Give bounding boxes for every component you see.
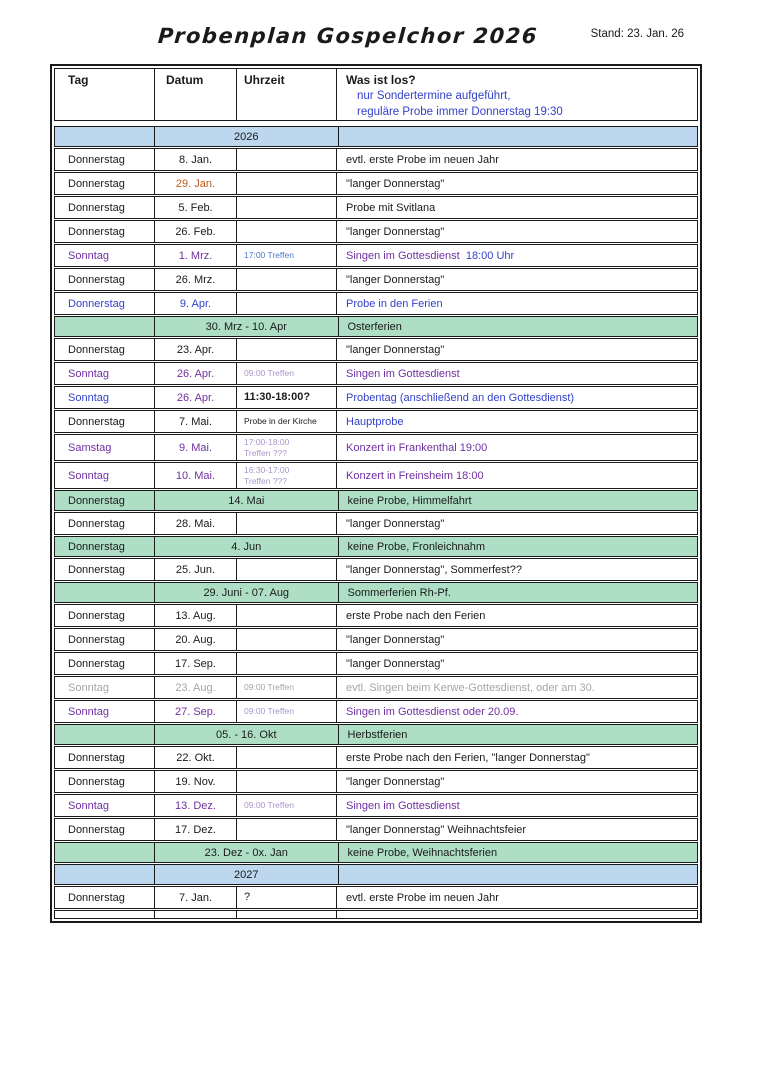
- banner-label-cell: Osterferien: [347, 320, 402, 333]
- event-cell: Singen im Gottesdienst: [346, 799, 460, 812]
- date-cell: 19. Nov.: [155, 771, 237, 792]
- date-cell: 9. Mai.: [155, 435, 237, 460]
- schedule-row: [54, 604, 698, 627]
- schedule-row: [54, 292, 698, 315]
- day-cell: Donnerstag: [55, 771, 155, 792]
- page-title: Probenplan Gospelchor 2026: [157, 24, 539, 48]
- day-cell: Donnerstag: [55, 197, 155, 218]
- time-cell: [237, 605, 337, 626]
- day-cell: Samstag: [55, 435, 155, 460]
- day-cell: Donnerstag: [55, 819, 155, 840]
- time-cell: [237, 559, 337, 580]
- date-cell: 13. Dez.: [155, 795, 237, 816]
- header-was-label: Was ist los?: [346, 73, 416, 87]
- time-cell: 09:00 Treffen: [237, 701, 337, 722]
- schedule-row: [54, 628, 698, 651]
- day-cell: Donnerstag: [55, 513, 155, 534]
- date-cell: 10. Mai.: [155, 463, 237, 488]
- date-cell: 9. Apr.: [155, 293, 237, 314]
- holiday-banner-row: [54, 842, 698, 863]
- date-cell: 26. Apr.: [155, 363, 237, 384]
- event-cell: "langer Donnerstag", Sommerfest??: [346, 563, 522, 576]
- date-cell: 13. Aug.: [155, 605, 237, 626]
- time-cell: [237, 819, 337, 840]
- day-cell: Donnerstag: [55, 653, 155, 674]
- event-cell: evtl. erste Probe im neuen Jahr: [346, 891, 499, 904]
- holiday-banner-row: [54, 490, 698, 511]
- event-cell: [337, 911, 697, 918]
- date-cell: 17. Sep.: [155, 653, 237, 674]
- time-cell: [237, 269, 337, 290]
- date-cell: 26. Mrz.: [155, 269, 237, 290]
- day-cell: Donnerstag: [55, 559, 155, 580]
- date-cell: 26. Apr.: [155, 387, 237, 408]
- schedule-row: [54, 700, 698, 723]
- time-cell: [237, 339, 337, 360]
- banner-label-cell: keine Probe, Fronleichnahm: [347, 540, 486, 553]
- day-cell: Donnerstag: [55, 629, 155, 650]
- banner-day-cell: Donnerstag: [55, 491, 155, 510]
- event-cell: Singen im Gottesdienst oder 20.09.: [346, 705, 519, 718]
- schedule-row: [54, 148, 698, 171]
- empty-row: [54, 910, 698, 919]
- date-cell: 1. Mrz.: [155, 245, 237, 266]
- banner-range-cell: 2026: [155, 127, 339, 146]
- time-cell: [237, 173, 337, 194]
- year-banner-row: [54, 864, 698, 885]
- schedule-row: [54, 462, 698, 489]
- day-cell: Sonntag: [55, 677, 155, 698]
- time-cell: [237, 629, 337, 650]
- header-uhrzeit: Uhrzeit: [237, 69, 337, 120]
- banner-label-cell: [339, 127, 698, 146]
- day-cell: Donnerstag: [55, 293, 155, 314]
- day-cell: Donnerstag: [55, 269, 155, 290]
- schedule-row: [54, 196, 698, 219]
- time-cell: 16:30-17:00 Treffen ???: [237, 463, 337, 488]
- day-cell: Sonntag: [55, 245, 155, 266]
- day-cell: Donnerstag: [55, 173, 155, 194]
- header-datum: Datum: [155, 69, 237, 120]
- banner-label-cell: keine Probe, Weihnachtsferien: [347, 846, 498, 859]
- banner-day-cell: [55, 127, 155, 146]
- event-cell: Probe in den Ferien: [346, 297, 443, 310]
- holiday-banner-row: [54, 536, 698, 557]
- schedule-row: [54, 172, 698, 195]
- date-cell: 27. Sep.: [155, 701, 237, 722]
- day-cell: Sonntag: [55, 463, 155, 488]
- time-cell: 11:30-18:00?: [237, 387, 337, 408]
- time-cell: 09:00 Treffen: [237, 677, 337, 698]
- day-cell: Donnerstag: [55, 887, 155, 908]
- time-cell: [237, 911, 337, 918]
- event-cell: Probentag (anschließend an den Gottesdienst): [346, 391, 575, 404]
- banner-label-cell: keine Probe, Himmelfahrt: [347, 494, 472, 507]
- date-cell: 5. Feb.: [155, 197, 237, 218]
- day-cell: Sonntag: [55, 701, 155, 722]
- event-cell: "langer Donnerstag": [346, 177, 445, 190]
- banner-day-cell: [55, 583, 155, 602]
- time-cell: [237, 293, 337, 314]
- time-cell: [237, 513, 337, 534]
- date-cell: [155, 911, 237, 918]
- event-cell: "langer Donnerstag": [346, 517, 445, 530]
- schedule-row: [54, 794, 698, 817]
- holiday-banner-row: [54, 582, 698, 603]
- event-cell: evtl. Singen beim Kerwe-Gottesdienst, oder am 30.: [346, 681, 595, 694]
- schedule-row: [54, 220, 698, 243]
- banner-day-cell: [55, 725, 155, 744]
- schedule-row: [54, 244, 698, 267]
- event-cell: "langer Donnerstag": [346, 775, 445, 788]
- event-cell: "langer Donnerstag": [346, 657, 445, 670]
- time-cell: 17:00-18:00 Treffen ???: [237, 435, 337, 460]
- date-cell: 23. Apr.: [155, 339, 237, 360]
- date-cell: 25. Jun.: [155, 559, 237, 580]
- day-cell: Donnerstag: [55, 221, 155, 242]
- event-cell: erste Probe nach den Ferien: [346, 609, 486, 622]
- day-cell: Donnerstag: [55, 411, 155, 432]
- holiday-banner-row: [54, 316, 698, 337]
- banner-day-cell: [55, 865, 155, 884]
- schedule-row: [54, 434, 698, 461]
- year-banner-row: [54, 126, 698, 147]
- header-was: [337, 69, 697, 120]
- time-cell: [237, 747, 337, 768]
- banner-range-cell: 30. Mrz - 10. Apr: [155, 317, 339, 336]
- schedule-row: [54, 268, 698, 291]
- event-cell: Hauptprobe: [346, 415, 404, 428]
- date-cell: 8. Jan.: [155, 149, 237, 170]
- event-cell: "langer Donnerstag": [346, 633, 445, 646]
- date-cell: 23. Aug.: [155, 677, 237, 698]
- schedule-row: [54, 362, 698, 385]
- time-cell: [237, 197, 337, 218]
- schedule-table: [50, 64, 702, 923]
- time-cell: ?: [237, 887, 337, 908]
- time-cell: [237, 653, 337, 674]
- event-cell: "langer Donnerstag": [346, 343, 445, 356]
- date-cell: 7. Mai.: [155, 411, 237, 432]
- banner-range-cell: 4. Jun: [155, 537, 339, 556]
- schedule-rows: [54, 126, 698, 919]
- table-header-row: [54, 68, 698, 121]
- event-cell: Konzert in Frankenthal 19:00: [346, 441, 488, 454]
- banner-label-cell: [339, 865, 698, 884]
- event-cell: Konzert in Freinsheim 18:00: [346, 469, 484, 482]
- schedule-row: [54, 386, 698, 409]
- date-cell: 29. Jan.: [155, 173, 237, 194]
- time-cell: 17:00 Treffen: [237, 245, 337, 266]
- event-cell: "langer Donnerstag" Weihnachtsfeier: [346, 823, 527, 836]
- day-cell: Sonntag: [55, 363, 155, 384]
- schedule-row: [54, 746, 698, 769]
- banner-day-cell: [55, 317, 155, 336]
- event-cell: erste Probe nach den Ferien, "langer Donnerstag": [346, 751, 590, 764]
- day-cell: Donnerstag: [55, 339, 155, 360]
- banner-range-cell: 05. - 16. Okt: [155, 725, 339, 744]
- banner-range-cell: 14. Mai: [155, 491, 339, 510]
- event-cell: Probe mit Svitlana: [346, 201, 436, 214]
- date-cell: 17. Dez.: [155, 819, 237, 840]
- day-cell: Sonntag: [55, 387, 155, 408]
- day-cell: Sonntag: [55, 795, 155, 816]
- schedule-row: [54, 770, 698, 793]
- event-cell: "langer Donnerstag": [346, 225, 445, 238]
- schedule-row: [54, 338, 698, 361]
- date-cell: 26. Feb.: [155, 221, 237, 242]
- stand-date: Stand: 23. Jan. 26: [590, 28, 684, 40]
- date-cell: 7. Jan.: [155, 887, 237, 908]
- time-cell: [237, 771, 337, 792]
- time-cell: [237, 149, 337, 170]
- date-cell: 28. Mai.: [155, 513, 237, 534]
- event-cell: evtl. erste Probe im neuen Jahr: [346, 153, 499, 166]
- day-cell: Donnerstag: [55, 747, 155, 768]
- schedule-row: [54, 652, 698, 675]
- schedule-row: [54, 410, 698, 433]
- banner-label-cell: Herbstferien: [347, 728, 408, 741]
- schedule-row: [54, 512, 698, 535]
- banner-day-cell: Donnerstag: [55, 537, 155, 556]
- holiday-banner-row: [54, 724, 698, 745]
- time-cell: [237, 221, 337, 242]
- event-cell: Singen im Gottesdienst: [346, 367, 460, 380]
- day-cell: [55, 911, 155, 918]
- time-cell: 09:00 Treffen: [237, 795, 337, 816]
- banner-range-cell: 23. Dez - 0x. Jan: [155, 843, 339, 862]
- header-tag: Tag: [55, 69, 155, 120]
- time-cell: Probe in der Kirche: [237, 411, 337, 432]
- date-cell: 20. Aug.: [155, 629, 237, 650]
- header-note-2: reguläre Probe immer Donnerstag 19:30: [357, 105, 563, 118]
- header-note-1: nur Sondertermine aufgeführt,: [357, 90, 511, 102]
- date-cell: 22. Okt.: [155, 747, 237, 768]
- time-cell: 09:00 Treffen: [237, 363, 337, 384]
- schedule-row: [54, 886, 698, 909]
- schedule-row: [54, 676, 698, 699]
- day-cell: Donnerstag: [55, 605, 155, 626]
- event-cell: Singen im Gottesdienst 18:00 Uhr: [346, 249, 515, 262]
- banner-day-cell: [55, 843, 155, 862]
- banner-range-cell: 29. Juni - 07. Aug: [155, 583, 339, 602]
- day-cell: Donnerstag: [55, 149, 155, 170]
- banner-range-cell: 2027: [155, 865, 339, 884]
- schedule-row: [54, 818, 698, 841]
- schedule-row: [54, 558, 698, 581]
- banner-label-cell: Sommerferien Rh-Pf.: [347, 586, 451, 599]
- event-cell: "langer Donnerstag": [346, 273, 445, 286]
